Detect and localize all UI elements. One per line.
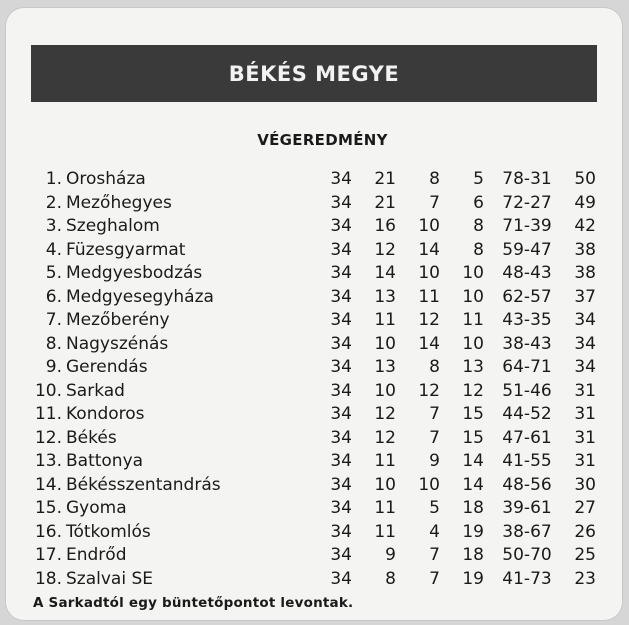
goals-cell: 38-43 xyxy=(502,333,552,354)
won-cell: 10 xyxy=(374,474,396,495)
position-cell: 3. xyxy=(45,216,62,236)
drawn-cell: 7 xyxy=(429,404,440,424)
table-row xyxy=(32,427,602,451)
position-cell: 9. xyxy=(45,357,62,377)
goals-cell: 64-71 xyxy=(502,357,552,377)
team-name-cell: Mezőberény xyxy=(66,310,170,330)
drawn-cell: 7 xyxy=(429,545,440,565)
drawn-cell: 4 xyxy=(429,521,440,542)
drawn-cell: 14 xyxy=(418,333,440,354)
table-row xyxy=(32,521,602,545)
drawn-cell: 9 xyxy=(429,451,440,471)
played-cell: 34 xyxy=(330,239,352,260)
points-cell: 23 xyxy=(574,568,596,589)
header-bar xyxy=(31,45,597,102)
table-row xyxy=(32,239,602,263)
points-cell: 49 xyxy=(574,192,596,213)
drawn-cell: 8 xyxy=(429,357,440,377)
points-cell: 50 xyxy=(574,169,596,189)
position-cell: 11. xyxy=(34,404,62,424)
won-cell: 9 xyxy=(385,545,396,565)
table-row xyxy=(32,403,602,427)
goals-cell: 43-35 xyxy=(502,310,552,330)
table-row xyxy=(32,450,602,474)
points-cell: 38 xyxy=(574,263,596,283)
table-row xyxy=(32,380,602,404)
team-name-cell: Sarkad xyxy=(66,380,125,401)
table-row xyxy=(32,215,602,239)
position-cell: 13. xyxy=(34,451,62,471)
position-cell: 16. xyxy=(34,521,62,542)
drawn-cell: 10 xyxy=(418,216,440,236)
goals-cell: 50-70 xyxy=(502,545,552,565)
won-cell: 13 xyxy=(374,357,396,377)
team-name-cell: Gerendás xyxy=(66,357,148,377)
goals-cell: 39-61 xyxy=(502,498,552,518)
table-row xyxy=(32,356,602,380)
team-name-cell: Nagyszénás xyxy=(66,333,169,354)
played-cell: 34 xyxy=(330,169,352,189)
team-name-cell: Füzesgyarmat xyxy=(66,239,186,260)
drawn-cell: 7 xyxy=(429,568,440,589)
played-cell: 34 xyxy=(330,380,352,401)
table-row xyxy=(32,286,602,310)
position-cell: 15. xyxy=(34,498,62,518)
lost-cell: 15 xyxy=(462,427,484,448)
team-name-cell: Békésszentandrás xyxy=(66,474,221,495)
goals-cell: 78-31 xyxy=(502,169,552,189)
won-cell: 12 xyxy=(374,239,396,260)
points-cell: 27 xyxy=(574,498,596,518)
played-cell: 34 xyxy=(330,498,352,518)
played-cell: 34 xyxy=(330,404,352,424)
won-cell: 10 xyxy=(374,333,396,354)
played-cell: 34 xyxy=(330,310,352,330)
standings-table xyxy=(32,168,602,591)
lost-cell: 11 xyxy=(462,310,484,330)
goals-cell: 59-47 xyxy=(502,239,552,260)
played-cell: 34 xyxy=(330,192,352,213)
played-cell: 34 xyxy=(330,286,352,307)
goals-cell: 71-39 xyxy=(502,216,552,236)
drawn-cell: 10 xyxy=(418,263,440,283)
played-cell: 34 xyxy=(330,474,352,495)
played-cell: 34 xyxy=(330,357,352,377)
position-cell: 17. xyxy=(34,545,62,565)
drawn-cell: 11 xyxy=(418,286,440,307)
position-cell: 12. xyxy=(34,427,62,448)
lost-cell: 14 xyxy=(462,474,484,495)
lost-cell: 18 xyxy=(462,498,484,518)
points-cell: 26 xyxy=(574,521,596,542)
drawn-cell: 12 xyxy=(418,310,440,330)
points-cell: 31 xyxy=(574,404,596,424)
points-cell: 31 xyxy=(574,451,596,471)
played-cell: 34 xyxy=(330,333,352,354)
drawn-cell: 12 xyxy=(418,380,440,401)
won-cell: 10 xyxy=(374,380,396,401)
goals-cell: 38-67 xyxy=(502,521,552,542)
played-cell: 34 xyxy=(330,451,352,471)
lost-cell: 19 xyxy=(462,568,484,589)
table-row xyxy=(32,262,602,286)
lost-cell: 14 xyxy=(462,451,484,471)
team-name-cell: Szeghalom xyxy=(66,216,160,236)
lost-cell: 5 xyxy=(473,169,484,189)
goals-cell: 72-27 xyxy=(502,192,552,213)
table-row xyxy=(32,568,602,592)
team-name-cell: Gyoma xyxy=(66,498,127,518)
lost-cell: 10 xyxy=(462,286,484,307)
footnote: A Sarkadtól egy büntetőpontot levontak. xyxy=(33,595,354,611)
played-cell: 34 xyxy=(330,263,352,283)
position-cell: 18. xyxy=(34,568,62,589)
team-name-cell: Tótkomlós xyxy=(66,521,151,542)
won-cell: 11 xyxy=(374,451,396,471)
position-cell: 5. xyxy=(45,263,62,283)
points-cell: 37 xyxy=(574,286,596,307)
won-cell: 16 xyxy=(374,216,396,236)
drawn-cell: 5 xyxy=(429,498,440,518)
points-cell: 42 xyxy=(574,216,596,236)
table-row xyxy=(32,192,602,216)
won-cell: 11 xyxy=(374,498,396,518)
won-cell: 12 xyxy=(374,404,396,424)
goals-cell: 41-55 xyxy=(502,451,552,471)
team-name-cell: Battonya xyxy=(66,451,144,471)
points-cell: 31 xyxy=(574,427,596,448)
position-cell: 1. xyxy=(45,169,62,189)
position-cell: 14. xyxy=(34,474,62,495)
table-row xyxy=(32,168,602,192)
points-cell: 31 xyxy=(574,380,596,401)
won-cell: 21 xyxy=(374,192,396,213)
lost-cell: 6 xyxy=(473,192,484,213)
drawn-cell: 7 xyxy=(429,192,440,213)
drawn-cell: 10 xyxy=(418,474,440,495)
lost-cell: 19 xyxy=(462,521,484,542)
table-row xyxy=(32,474,602,498)
won-cell: 14 xyxy=(374,263,396,283)
won-cell: 13 xyxy=(374,286,396,307)
played-cell: 34 xyxy=(330,216,352,236)
table-row xyxy=(32,333,602,357)
drawn-cell: 7 xyxy=(429,427,440,448)
lost-cell: 8 xyxy=(473,239,484,260)
lost-cell: 8 xyxy=(473,216,484,236)
points-cell: 38 xyxy=(574,239,596,260)
goals-cell: 47-61 xyxy=(502,427,552,448)
drawn-cell: 8 xyxy=(429,169,440,189)
position-cell: 6. xyxy=(45,286,62,307)
played-cell: 34 xyxy=(330,427,352,448)
lost-cell: 10 xyxy=(462,263,484,283)
lost-cell: 13 xyxy=(462,357,484,377)
won-cell: 11 xyxy=(374,521,396,542)
goals-cell: 48-43 xyxy=(502,263,552,283)
won-cell: 12 xyxy=(374,427,396,448)
position-cell: 10. xyxy=(34,380,62,401)
table-row xyxy=(32,309,602,333)
team-name-cell: Medgyesegyháza xyxy=(66,286,214,307)
team-name-cell: Orosháza xyxy=(66,169,146,189)
points-cell: 34 xyxy=(574,357,596,377)
played-cell: 34 xyxy=(330,545,352,565)
goals-cell: 62-57 xyxy=(502,286,552,307)
goals-cell: 41-73 xyxy=(502,568,552,589)
won-cell: 8 xyxy=(385,568,396,589)
position-cell: 4. xyxy=(45,239,62,260)
points-cell: 34 xyxy=(574,310,596,330)
position-cell: 7. xyxy=(45,310,62,330)
team-name-cell: Kondoros xyxy=(66,404,145,424)
points-cell: 25 xyxy=(574,545,596,565)
played-cell: 34 xyxy=(330,521,352,542)
lost-cell: 15 xyxy=(462,404,484,424)
team-name-cell: Békés xyxy=(66,427,117,448)
position-cell: 8. xyxy=(45,333,62,354)
goals-cell: 48-56 xyxy=(502,474,552,495)
team-name-cell: Endrőd xyxy=(66,545,127,565)
table-row xyxy=(32,544,602,568)
drawn-cell: 14 xyxy=(418,239,440,260)
points-cell: 30 xyxy=(574,474,596,495)
table-subtitle: VÉGEREDMÉNY xyxy=(257,131,388,149)
goals-cell: 51-46 xyxy=(502,380,552,401)
lost-cell: 10 xyxy=(462,333,484,354)
position-cell: 2. xyxy=(45,192,62,213)
won-cell: 21 xyxy=(374,169,396,189)
points-cell: 34 xyxy=(574,333,596,354)
played-cell: 34 xyxy=(330,568,352,589)
page-title: BÉKÉS MEGYE xyxy=(228,61,400,86)
table-row xyxy=(32,497,602,521)
won-cell: 11 xyxy=(374,310,396,330)
lost-cell: 18 xyxy=(462,545,484,565)
team-name-cell: Szalvai SE xyxy=(66,568,153,589)
team-name-cell: Mezőhegyes xyxy=(66,192,172,213)
team-name-cell: Medgyesbodzás xyxy=(66,263,203,283)
lost-cell: 12 xyxy=(462,380,484,401)
goals-cell: 44-52 xyxy=(502,404,552,424)
